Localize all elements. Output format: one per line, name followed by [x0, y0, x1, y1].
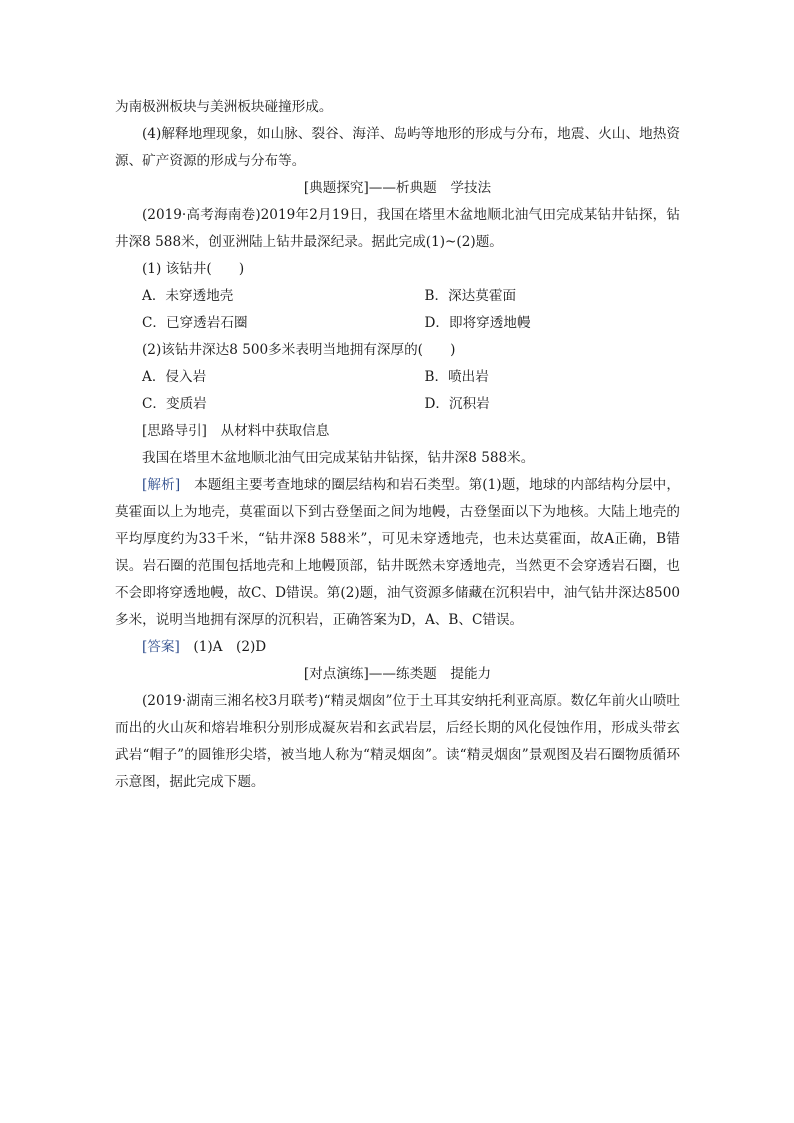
- question-2-stem: (2)该钻井深达8 500多米表明当地拥有深厚的( ): [142, 342, 456, 358]
- question-2-options-row-1: [115, 364, 680, 391]
- option-b: B．深达莫霍面: [424, 288, 517, 304]
- option-c: C．已穿透岩石圈: [142, 315, 248, 331]
- question-intro: (2019·高考海南卷)2019年2月19日，我国在塔里木盆地顺北油气田完成某钻井钻探，钻井深8 588米，创亚洲陆上钻井最深纪录。据此完成(1)~(2)题。: [115, 207, 680, 250]
- answer-text: (1)A (2)D: [193, 639, 267, 655]
- option-c: C．变质岩: [142, 396, 207, 412]
- option-a: A．侵入岩: [142, 369, 207, 385]
- paragraph-point-4: (4)解释地理现象，如山脉、裂谷、海洋、岛屿等地形的形成与分布，地震、火山、地热资源、矿产资源的形成与分布等。: [115, 126, 680, 169]
- paragraph-continuation: 为南极洲板块与美洲板块碰撞形成。: [115, 99, 333, 115]
- question-1-options-row-1: [115, 283, 680, 310]
- option-d: D．即将穿透地幔: [424, 315, 531, 331]
- option-d: D．沉积岩: [424, 396, 490, 412]
- guide-text: 从材料中获取信息: [220, 423, 330, 439]
- analysis-tag: [解析]: [142, 477, 181, 493]
- option-b: B．喷出岩: [424, 369, 489, 385]
- document-body: [115, 94, 680, 796]
- question-2-options-row-2: [115, 391, 680, 418]
- answer-tag: [答案]: [142, 639, 180, 655]
- guide-detail: 我国在塔里木盆地顺北油气田完成某钻井钻探，钻井深8 588米。: [142, 450, 535, 466]
- analysis-paragraph: [115, 472, 680, 634]
- question-1-options-row-2: [115, 310, 680, 337]
- answer-line: [115, 634, 680, 661]
- question-1-stem: (1) 该钻井( ): [142, 261, 245, 277]
- guide-line: [115, 418, 680, 445]
- section-title-typical-question: [典题探究]——析典题 学技法: [303, 180, 492, 196]
- analysis-text: 本题组主要考查地球的圈层结构和岩石类型。第(1)题，地球的内部结构分层中，莫霍面以上为地壳，莫霍面以下到古登堡面之间为地幔，古登堡面以下为地核。大陆上地壳的平均厚度约为33千米，“钻井深8 588米”，可见未穿透地壳，也未达莫霍面，故A正确，B错误。岩石圈的范围包括地壳和上地幔顶部，钻井既然未穿透地壳，当然更不会穿透岩石圈，也不会即将穿透地幔，故C、D错误。第(2)题，油气资源多储藏在沉积岩中，油气钻井深达8500多米，说明当地拥有深厚的沉积岩，正确答案为D，A、B、C错误。: [115, 477, 680, 628]
- option-a: A．未穿透地壳: [142, 288, 234, 304]
- guide-tag: [思路导引]: [142, 423, 207, 439]
- section-title-practice: [对点演练]——练类题 提能力: [303, 666, 492, 682]
- practice-intro: (2019·湖南三湘名校3月联考)“精灵烟囱”位于土耳其安纳托利亚高原。数亿年前火山喷吐而出的火山灰和熔岩堆积分别形成凝灰岩和玄武岩层，后经长期的风化侵蚀作用，形成头带玄武岩“帽子”的圆锥形尖塔，被当地人称为“精灵烟囱”。读“精灵烟囱”景观图及岩石圈物质循环示意图，据此完成下题。: [115, 693, 680, 790]
